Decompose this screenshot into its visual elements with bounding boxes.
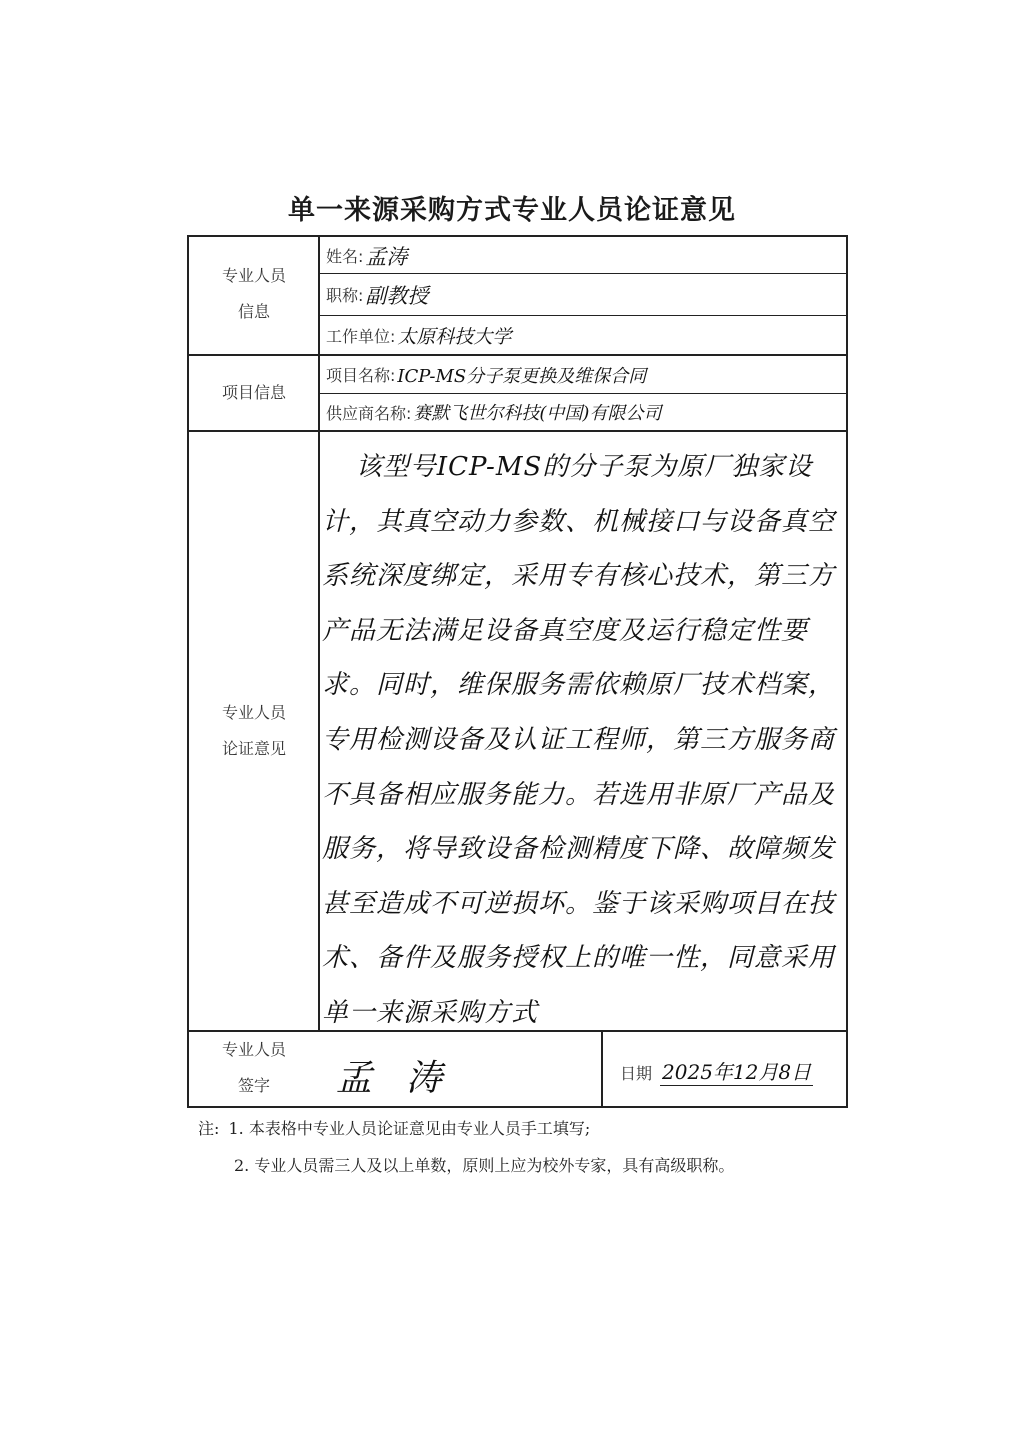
opinion-text: 该型号ICP-MS的分子泵为原厂独家设计，其真空动力参数、机械接口与设备真空系统深度绑定，采用专有核心技术，第三方产品无法满足设备真空度及运行稳定性要求。同时，维保服务需依赖原厂技术档案，专用检测设备及认证工程师，第三方服务商不具备相应服务能力。若选用非原厂产品及服务，将导致设备检测精度下降、故障频发甚至造成不可逆损坏。鉴于该采购项目在技术、备件及服务授权上的唯一性，同意采用单一来源采购方式 bbox=[322, 452, 836, 1028]
project-field bbox=[326, 356, 646, 393]
note-2: 2. 专业人员需三人及以上单数，原则上应为校外专家，具有高级职称。 bbox=[234, 1156, 735, 1175]
title-value: 副教授 bbox=[365, 283, 429, 308]
project-value: ICP-MS分子泵更换及维保合同 bbox=[397, 365, 647, 387]
employer-label: 工作单位: bbox=[326, 326, 396, 346]
expert-signature: 孟涛 bbox=[336, 1058, 477, 1099]
note-1: 注: 1. 本表格中专业人员论证意见由专业人员手工填写; bbox=[198, 1119, 591, 1138]
title-field bbox=[326, 274, 428, 315]
date-divider bbox=[601, 1031, 603, 1107]
supplier-value: 赛默飞世尔科技(中国)有限公司 bbox=[413, 403, 662, 424]
name-value: 孟涛 bbox=[365, 244, 408, 269]
note-prefix: 注: bbox=[198, 1119, 220, 1138]
employer-value: 太原科技大学 bbox=[397, 325, 512, 348]
date-value: 2025年12月8日 bbox=[660, 1056, 813, 1086]
signature-label: 专业人员 签字 bbox=[221, 1040, 286, 1095]
name-label: 姓名: bbox=[326, 247, 364, 266]
title-label: 职称: bbox=[326, 286, 364, 305]
project-label: 项目名称: bbox=[326, 366, 396, 385]
name-field bbox=[326, 238, 407, 273]
project-info-label: 项目信息 bbox=[221, 383, 286, 402]
row-divider-project-info bbox=[188, 430, 847, 432]
employer-field bbox=[326, 316, 511, 354]
supplier-field bbox=[326, 394, 661, 430]
opinion-label: 专业人员 论证意见 bbox=[221, 703, 286, 758]
date-label: 日期 bbox=[620, 1064, 653, 1083]
page-title: 单一来源采购方式专业人员论证意见 bbox=[288, 195, 736, 226]
signature-date bbox=[620, 1056, 813, 1086]
supplier-label: 供应商名称: bbox=[326, 403, 412, 423]
expert-info-label: 专业人员 信息 bbox=[221, 266, 286, 321]
